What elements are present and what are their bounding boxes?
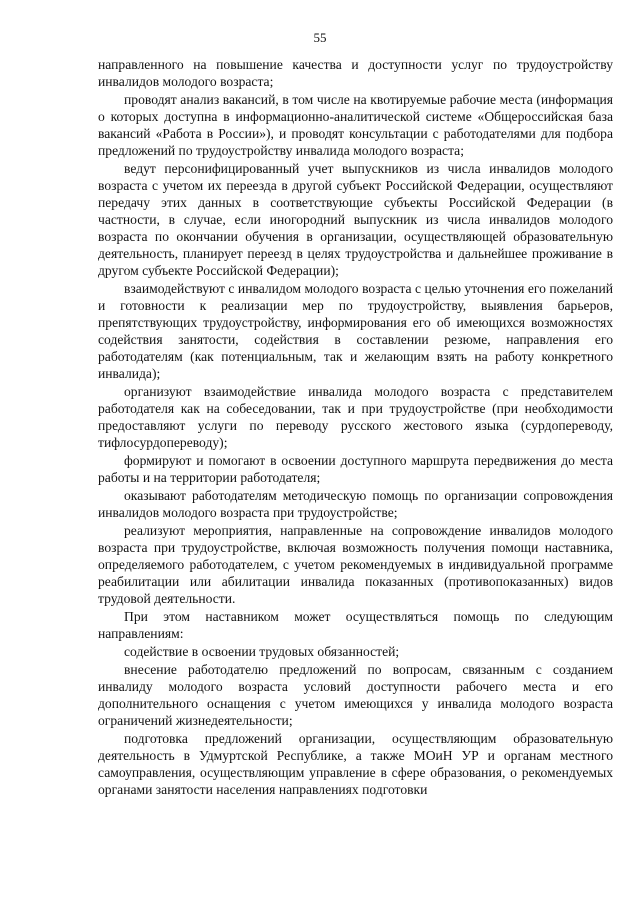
body-text [98, 56, 613, 798]
paragraph-accompaniment: реализуют мероприятия, направленные на сопровождение инвалидов молодого возраста при трудоустройстве, включая возможность получения помощи наставника, определяемого работодателем, с учетом рекомендуемых в индивидуальной программе реабилитации или абилитации инвалида показанных (противопоказанных) видов трудовой деятельности. [98, 523, 613, 606]
page-number: 55 [313, 30, 327, 45]
paragraph-training-proposals: подготовка предложений организации, осуществляющим образовательную деятельность в Удмуртской Республике, а также МОиН УР и органам местного самоуправления, осуществляющим управление в сфере образования, о рекомендуемых органами занятости населения направлениях подготовки [98, 731, 613, 797]
paragraph-methodical-help: оказывают работодателям методическую помощь по организации сопровождения инвалидов молодого возраста при трудоустройстве; [98, 488, 613, 520]
paragraph-mentor-intro: При этом наставником может осуществляться помощь по следующим направлениям: [98, 609, 613, 641]
paragraph-proposals: внесение работодателю предложений по вопросам, связанным с созданием инвалиду молодого возраста условий доступности рабочего места и его дополнительного оснащения с учетом имеющихся у инвалида молодого возраста ограничений жизнедеятельности; [98, 662, 613, 728]
paragraph-vacancy-analysis: проводят анализ вакансий, в том числе на квотируемые рабочие места (информация о которых доступна в информационно-аналитической системе «Общероссийская база вакансий «Работа в России»), и проводят консультации с работодателями для подбора предложений по трудоустройству инвалида молодого возраста; [98, 92, 613, 158]
paragraph-route: формируют и помогают в освоении доступного маршрута передвижения до места работы и на территории работодателя; [98, 453, 613, 485]
paragraph-employer-meeting: организуют взаимодействие инвалида молодого возраста с представителем работодателя как на собеседовании, так и при трудоустройстве (при необходимости предоставляют услуги по переводу русского жестового языка (сурдопереводу, тифлосурдопереводу); [98, 384, 613, 450]
paragraph-interaction: взаимодействуют с инвалидом молодого возраста с целью уточнения его пожеланий и готовности к реализации мер по трудоустройству, выявления барьеров, препятствующих трудоустройству, информирования его об имеющихся возможностях содействия занятости, содействия в составлении резюме, направления его работодателям (как потенциальным, так и желающим взять на работу конкретного инвалида); [98, 281, 613, 381]
paragraph-continuation: направленного на повышение качества и доступности услуг по трудоустройству инвалидов молодого возраста; [98, 57, 613, 89]
paragraph-duties: содействие в освоении трудовых обязанностей; [124, 644, 400, 659]
paragraph-graduate-tracking: ведут персонифицированный учет выпускников из числа инвалидов молодого возраста с учетом их переезда в другой субъект Российской Федерации, осуществляют передачу этих данных в соответствующие субъекты Российской Федерации (в частности, в случае, если иногородний выпускник из числа инвалидов молодого возраста по окончании обучения в организации, осуществляющей образовательную деятельность, планирует переезд в целях трудоустройства и дальнейшее проживание в другом субъекте Российской Федерации); [98, 161, 613, 278]
